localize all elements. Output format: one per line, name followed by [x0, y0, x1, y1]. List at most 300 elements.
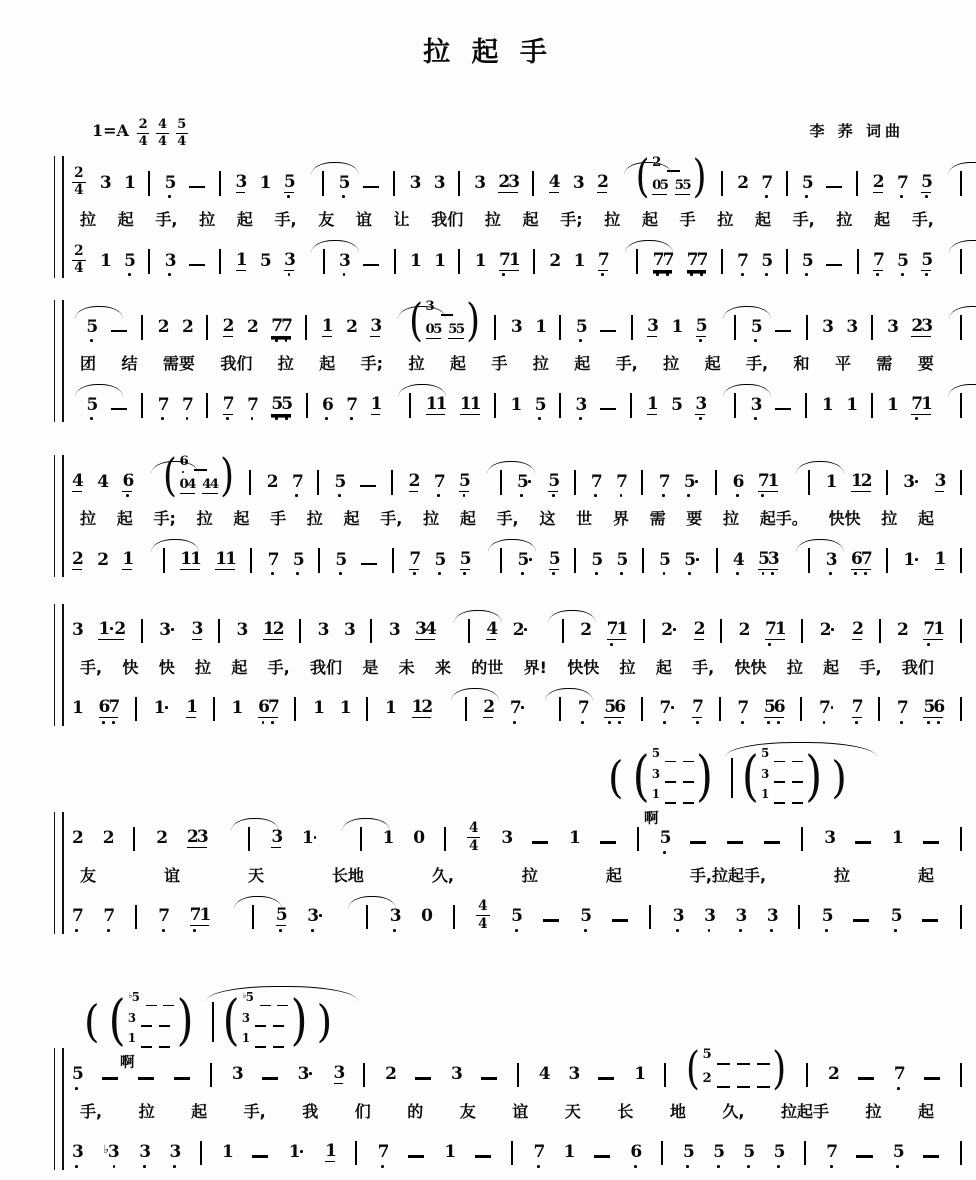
divisi-row: [426, 323, 464, 344]
octave-dot-row: [483, 718, 493, 726]
note-digits: [872, 171, 885, 193]
note: [433, 172, 446, 201]
octave-dot-cell: [761, 802, 768, 807]
octave-dot-row: [232, 718, 242, 726]
octave-dot-cell: [292, 492, 302, 500]
note-digit: 0: [413, 828, 426, 849]
note: [459, 470, 471, 500]
note-digits: [894, 1066, 904, 1084]
low-octave-dot: [262, 721, 265, 724]
tie-arc-curve: [949, 240, 976, 253]
octave-dot-row: [761, 761, 768, 766]
lower-voice-row: [72, 890, 962, 934]
low-octave-dot: [805, 273, 808, 276]
note-digits: [739, 622, 749, 640]
upper-voice-row: [72, 604, 962, 648]
lyric-syllable: 起: [459, 508, 476, 528]
note-digits: [761, 789, 768, 802]
octave-dot-row: [72, 848, 82, 856]
octave-dot-cell: [190, 570, 200, 578]
augmentation-dot: [524, 628, 527, 631]
note-digit: 3: [333, 1063, 346, 1084]
augmentation-dot: [671, 706, 674, 709]
note: [415, 621, 435, 648]
note: [652, 249, 675, 279]
note-digit: 7: [72, 906, 84, 927]
note-digits: [660, 830, 670, 848]
barline: [886, 470, 888, 495]
octave-dot-row: [578, 718, 588, 726]
octave-dot-cell: [237, 640, 247, 648]
note: [801, 250, 814, 279]
note: [169, 1142, 182, 1170]
octave-dot-row: [247, 337, 257, 345]
header-ts-denominator: 4: [177, 134, 187, 149]
octave-dot-row: [72, 640, 82, 648]
note-digits: [652, 789, 659, 802]
dash-continuation: [481, 1077, 497, 1080]
note-digits: [385, 1064, 398, 1085]
lyric-syllable: 拉: [195, 657, 212, 677]
octave-dot-cell: [103, 848, 113, 856]
note-digit: 1: [313, 698, 326, 719]
octave-dot-cell: [154, 718, 164, 726]
note: [739, 622, 749, 648]
octave-dot-row: [652, 761, 659, 766]
note: [548, 470, 561, 500]
note-digit: 3: [750, 394, 763, 415]
octave-dot-row: [182, 415, 192, 423]
note-digits: [580, 906, 593, 927]
octave-dot-cell: [190, 926, 200, 934]
low-octave-dot: [513, 721, 516, 724]
interlude-notes-row: [608, 745, 847, 809]
note-digits: [671, 316, 684, 337]
note: [774, 1144, 784, 1170]
note-digits: [378, 1144, 388, 1162]
note-digits: [72, 470, 84, 492]
octave-dot-cell: [413, 848, 423, 856]
octave-dot-cell: [302, 848, 312, 856]
octave-dot-cell: [897, 718, 907, 726]
note-digit: 5: [271, 393, 284, 414]
octave-dot-row: [873, 271, 883, 279]
barline: [786, 171, 788, 196]
note-digits: [409, 172, 422, 193]
note: [934, 470, 947, 500]
staff-bracket: [54, 1048, 64, 1170]
octave-dot-cell: [322, 415, 332, 423]
note: [539, 1066, 549, 1092]
system-3: [54, 450, 962, 577]
note-digit: 3: [825, 549, 838, 570]
octave-dot-cell: [267, 492, 277, 500]
note-digits: [774, 1144, 784, 1162]
lyric-syllable: 起手。: [759, 508, 808, 528]
note-digit: 7: [499, 249, 511, 270]
low-octave-dot: [521, 572, 524, 575]
low-octave-dot: [690, 273, 693, 276]
octave-dot-cell: [421, 926, 431, 934]
octave-dot-cell: [232, 718, 242, 726]
dash-continuation: [774, 802, 785, 804]
octave-dot-row: [242, 1025, 249, 1030]
tie-arc-curve: [234, 896, 282, 909]
note-digits: [737, 250, 750, 271]
barline: [886, 548, 888, 573]
note-digits: [72, 548, 84, 570]
octave-dot-cell: [935, 570, 945, 578]
note-digit: 5: [659, 549, 671, 570]
note: [267, 549, 280, 578]
barline: [721, 171, 723, 196]
divisi-group: [632, 745, 713, 809]
octave-dot-row: [743, 1162, 753, 1170]
octave-dot-row: [389, 640, 399, 648]
octave-dot-row: [511, 337, 521, 345]
tie-arc-curve: [75, 306, 123, 319]
octave-dot-cell: [764, 718, 774, 726]
note-digit: 2: [421, 697, 434, 718]
lyric-syllable: 拉: [833, 865, 850, 885]
barline: [453, 905, 455, 930]
octave-dot-cell: [684, 570, 694, 578]
tie-arc-curve: [487, 461, 535, 474]
lyric-syllable: 我们: [431, 209, 464, 229]
note-digit: 3: [695, 393, 708, 414]
note-digits: [675, 179, 690, 194]
note: [271, 827, 284, 856]
note-digit: 3: [474, 172, 487, 193]
octave-dot-cell: [873, 271, 883, 279]
note-digit: 3: [766, 906, 779, 927]
octave-dot-cell: [322, 337, 332, 345]
octave-dot-row: [237, 640, 247, 648]
dash-continuation: [764, 841, 780, 844]
octave-dot-cell: [258, 718, 268, 726]
octave-dot-cell: [564, 1162, 574, 1170]
low-octave-dot: [113, 1165, 116, 1168]
divisi-row: [242, 1033, 289, 1051]
octave-dot-cell: [634, 1084, 644, 1092]
dash-continuation: [598, 1077, 614, 1080]
lyric-syllable: 谊: [163, 865, 180, 885]
octave-dot-row: [617, 570, 627, 578]
octave-dot-spacer: [694, 570, 700, 578]
octave-dot-cell: [826, 492, 836, 500]
lyric-syllable: 拉: [521, 865, 538, 885]
note-digits: [535, 316, 548, 337]
note-digit: 4: [209, 477, 220, 493]
dash-continuation: [858, 1077, 874, 1080]
octave-dot-cell: [671, 337, 681, 345]
note-digit: 6: [773, 697, 786, 718]
divisi-open-paren: (: [163, 450, 177, 503]
octave-dot-row: [822, 415, 832, 423]
note-digit: 5: [335, 549, 348, 570]
time-signature-denominator: 4: [478, 915, 488, 932]
note: [409, 172, 422, 201]
low-octave-dot: [699, 339, 702, 342]
interlude-2: [84, 989, 333, 1072]
dash-continuation: [665, 761, 676, 763]
note: [181, 316, 194, 345]
note-digits: [241, 1010, 250, 1026]
octave-dot-cell: [652, 781, 659, 786]
octave-dot-row: [390, 926, 400, 934]
octave-dot-row: [684, 492, 700, 500]
note-digits: [242, 1033, 249, 1046]
octave-dot-cell: [474, 193, 484, 201]
low-octave-dot: [823, 721, 826, 724]
low-octave-dot: [925, 195, 928, 198]
lyric-syllable: 拉: [138, 1101, 155, 1121]
lyric-syllable: 是: [362, 657, 379, 677]
note-digits: [513, 622, 529, 640]
barline: [444, 827, 446, 852]
note-digits: [732, 471, 745, 492]
divisi-group: [685, 1043, 787, 1095]
octave-dot-spacer: [102, 1162, 109, 1170]
octave-dot-row: [242, 1005, 253, 1010]
octave-dot-row: [124, 271, 134, 279]
lyric-syllable: 团: [80, 353, 97, 373]
barline: [218, 619, 220, 644]
note-digit: 5: [683, 471, 696, 492]
low-octave-dot: [168, 273, 171, 276]
lyric-syllable: 手;: [153, 508, 176, 528]
note-digit: 7: [826, 1142, 839, 1163]
octave-dot-row: [292, 492, 302, 500]
note-digits: [192, 621, 202, 640]
octave-dot-cell: [692, 718, 702, 726]
octave-dot-row: [339, 193, 349, 201]
divisi-close-paren: ): [695, 745, 713, 809]
note-digits: [651, 766, 660, 782]
note-digit: 1: [384, 698, 397, 719]
lyric-syllable: 手,: [792, 209, 815, 229]
octave-dot-row: [128, 1005, 139, 1010]
lyric-syllable: 拉: [484, 209, 501, 229]
note-digit: 1: [474, 250, 487, 271]
octave-dot-spacer: [317, 926, 323, 934]
note-digit: 7: [659, 698, 672, 719]
low-octave-dot: [900, 721, 903, 724]
note-digits: [459, 548, 472, 570]
low-octave-dot: [342, 195, 345, 198]
octave-dot-cell: [695, 415, 705, 423]
octave-dot-cell: [509, 271, 519, 279]
note-digits: [499, 249, 521, 271]
note: [263, 621, 283, 648]
octave-dot-cell: [604, 718, 614, 726]
octave-dot-row: [322, 415, 332, 423]
octave-dot-cell: [758, 570, 768, 578]
octave-dot-row: [826, 1162, 836, 1170]
note-digit: 2: [72, 828, 84, 849]
note: [103, 906, 116, 934]
octave-dot-cell: [434, 271, 444, 279]
note-digits: [897, 250, 909, 271]
lyric-syllable: 的: [407, 1101, 424, 1121]
note-digit: 6: [732, 471, 745, 492]
low-octave-dot: [754, 417, 757, 420]
note-digits: [572, 172, 585, 193]
note-digit: 5: [651, 746, 660, 760]
octave-dot-spacer: [527, 492, 533, 500]
lyric-syllable: 拉: [836, 209, 853, 229]
divisi-rows: [702, 1048, 769, 1091]
note-digit: 5: [548, 548, 561, 569]
octave-dot-cell: [335, 570, 345, 578]
note-digit: 1: [262, 619, 275, 640]
note-digit: 4: [202, 477, 212, 493]
note: [483, 697, 496, 726]
octave-dot-cell: [737, 718, 747, 726]
octave-dot-spacer: [671, 640, 677, 648]
note-digit: 5: [616, 549, 629, 570]
divisi-close-paren: ): [220, 450, 235, 503]
note: [535, 316, 548, 345]
low-octave-dot: [708, 929, 711, 932]
barline: [960, 470, 962, 495]
note: [921, 171, 933, 201]
note: [235, 249, 248, 279]
augmentation-dot: [696, 558, 699, 561]
octave-dot-row: [580, 640, 590, 648]
octave-dot-cell: [98, 640, 108, 648]
note-digits: [852, 699, 862, 718]
note-digits: [850, 548, 873, 570]
note-digits: [819, 700, 835, 718]
octave-dot-row: [539, 1084, 549, 1092]
augmentation-dot-cell: [694, 552, 700, 569]
octave-dot-cell: [242, 1046, 249, 1051]
note: [128, 992, 139, 1010]
note-digits: [575, 316, 588, 337]
note-digits: [232, 700, 242, 718]
note-digit: 4: [72, 470, 84, 491]
octave-dot-row: [413, 848, 423, 856]
time-signature-numerator: 4: [468, 820, 479, 837]
note-digit: 3: [934, 470, 947, 491]
dash-continuation: [600, 408, 616, 411]
note-digit: 1: [891, 828, 904, 849]
octave-dot-cell: [598, 271, 608, 279]
note-digit: 1: [825, 471, 838, 492]
lyric-syllable: 平: [834, 353, 851, 373]
octave-dot-row: [159, 640, 175, 648]
lyric-syllable: 久,: [431, 865, 454, 885]
octave-dot-row: [459, 492, 469, 500]
barline: [856, 171, 858, 196]
octave-dot-row: [826, 492, 836, 500]
lyric-syllable: 起: [874, 209, 891, 229]
octave-dot-row: [692, 718, 702, 726]
augmentation-dot: [309, 1072, 312, 1075]
note: [660, 830, 670, 856]
octave-dot-cell: [761, 781, 768, 786]
note-digits: [534, 394, 547, 415]
note-digits: [801, 250, 814, 271]
dash-continuation: [717, 1063, 730, 1065]
note-digit: 3: [389, 906, 402, 927]
time-signature-denominator: 4: [74, 182, 84, 199]
note-digit: 5: [702, 1047, 712, 1063]
note-digit: 7: [923, 619, 936, 640]
octave-dot-row: [385, 718, 395, 726]
note-digits: [659, 549, 671, 570]
barline: [392, 548, 394, 573]
octave-dot-row: [97, 492, 107, 500]
octave-dot-cell: [630, 1162, 640, 1170]
note-digit: 7: [509, 698, 522, 719]
low-octave-dot: [830, 1165, 833, 1168]
lower-voice-row: [72, 533, 962, 577]
note-digits: [97, 471, 110, 492]
note-digits: [564, 1144, 574, 1162]
octave-dot-cell: [158, 337, 168, 345]
note-digit: 3: [139, 1142, 152, 1163]
low-octave-dot: [762, 572, 765, 575]
barline: [574, 470, 576, 495]
note-digit: 4: [486, 619, 499, 640]
note: [652, 789, 659, 807]
barline: [394, 249, 396, 274]
octave-dot-row: [846, 415, 856, 423]
dash-continuation: [532, 841, 548, 844]
octave-dot-spacer: [829, 718, 835, 726]
note-digit: 2: [872, 171, 885, 192]
dash-continuation: [255, 1046, 266, 1048]
low-octave-dot: [279, 929, 282, 932]
note: [671, 316, 684, 345]
lyric-syllable: 起: [236, 209, 253, 229]
low-octave-dot: [584, 929, 587, 932]
octave-dot-row: [704, 926, 714, 934]
note: [486, 619, 499, 648]
octave-dot-row: [385, 1084, 395, 1092]
octave-dot-row: [276, 926, 286, 934]
divisi-row: [127, 1010, 175, 1031]
note-digits: [72, 1066, 82, 1084]
note-digits: [259, 172, 272, 193]
note: [325, 1143, 335, 1170]
low-octave-dot: [777, 1165, 780, 1168]
lyric-syllable: 长: [617, 1101, 634, 1121]
octave-dot-cell: [225, 570, 235, 578]
staff-bracket: [54, 812, 64, 934]
divisi-row: [128, 1033, 175, 1051]
octave-dot-row: [271, 337, 291, 345]
octave-dot-row: [460, 415, 480, 423]
note: [72, 1066, 82, 1092]
barline: [960, 619, 962, 644]
octave-dot-row: [535, 337, 545, 345]
note-digits: [99, 250, 112, 271]
octave-dot-cell: [659, 492, 669, 500]
tie-arc-curve: [723, 306, 771, 319]
low-octave-dot: [876, 273, 879, 276]
dash-continuation: [856, 1155, 872, 1158]
note-digit: 1: [616, 619, 629, 640]
note-digits: [325, 1143, 335, 1162]
lyric-syllable: 手,: [746, 353, 769, 373]
lyric-syllable: 手: [491, 353, 508, 373]
octave-dot-row: [852, 640, 862, 648]
octave-dot-row: [474, 193, 484, 201]
octave-dot-row: [186, 718, 196, 726]
